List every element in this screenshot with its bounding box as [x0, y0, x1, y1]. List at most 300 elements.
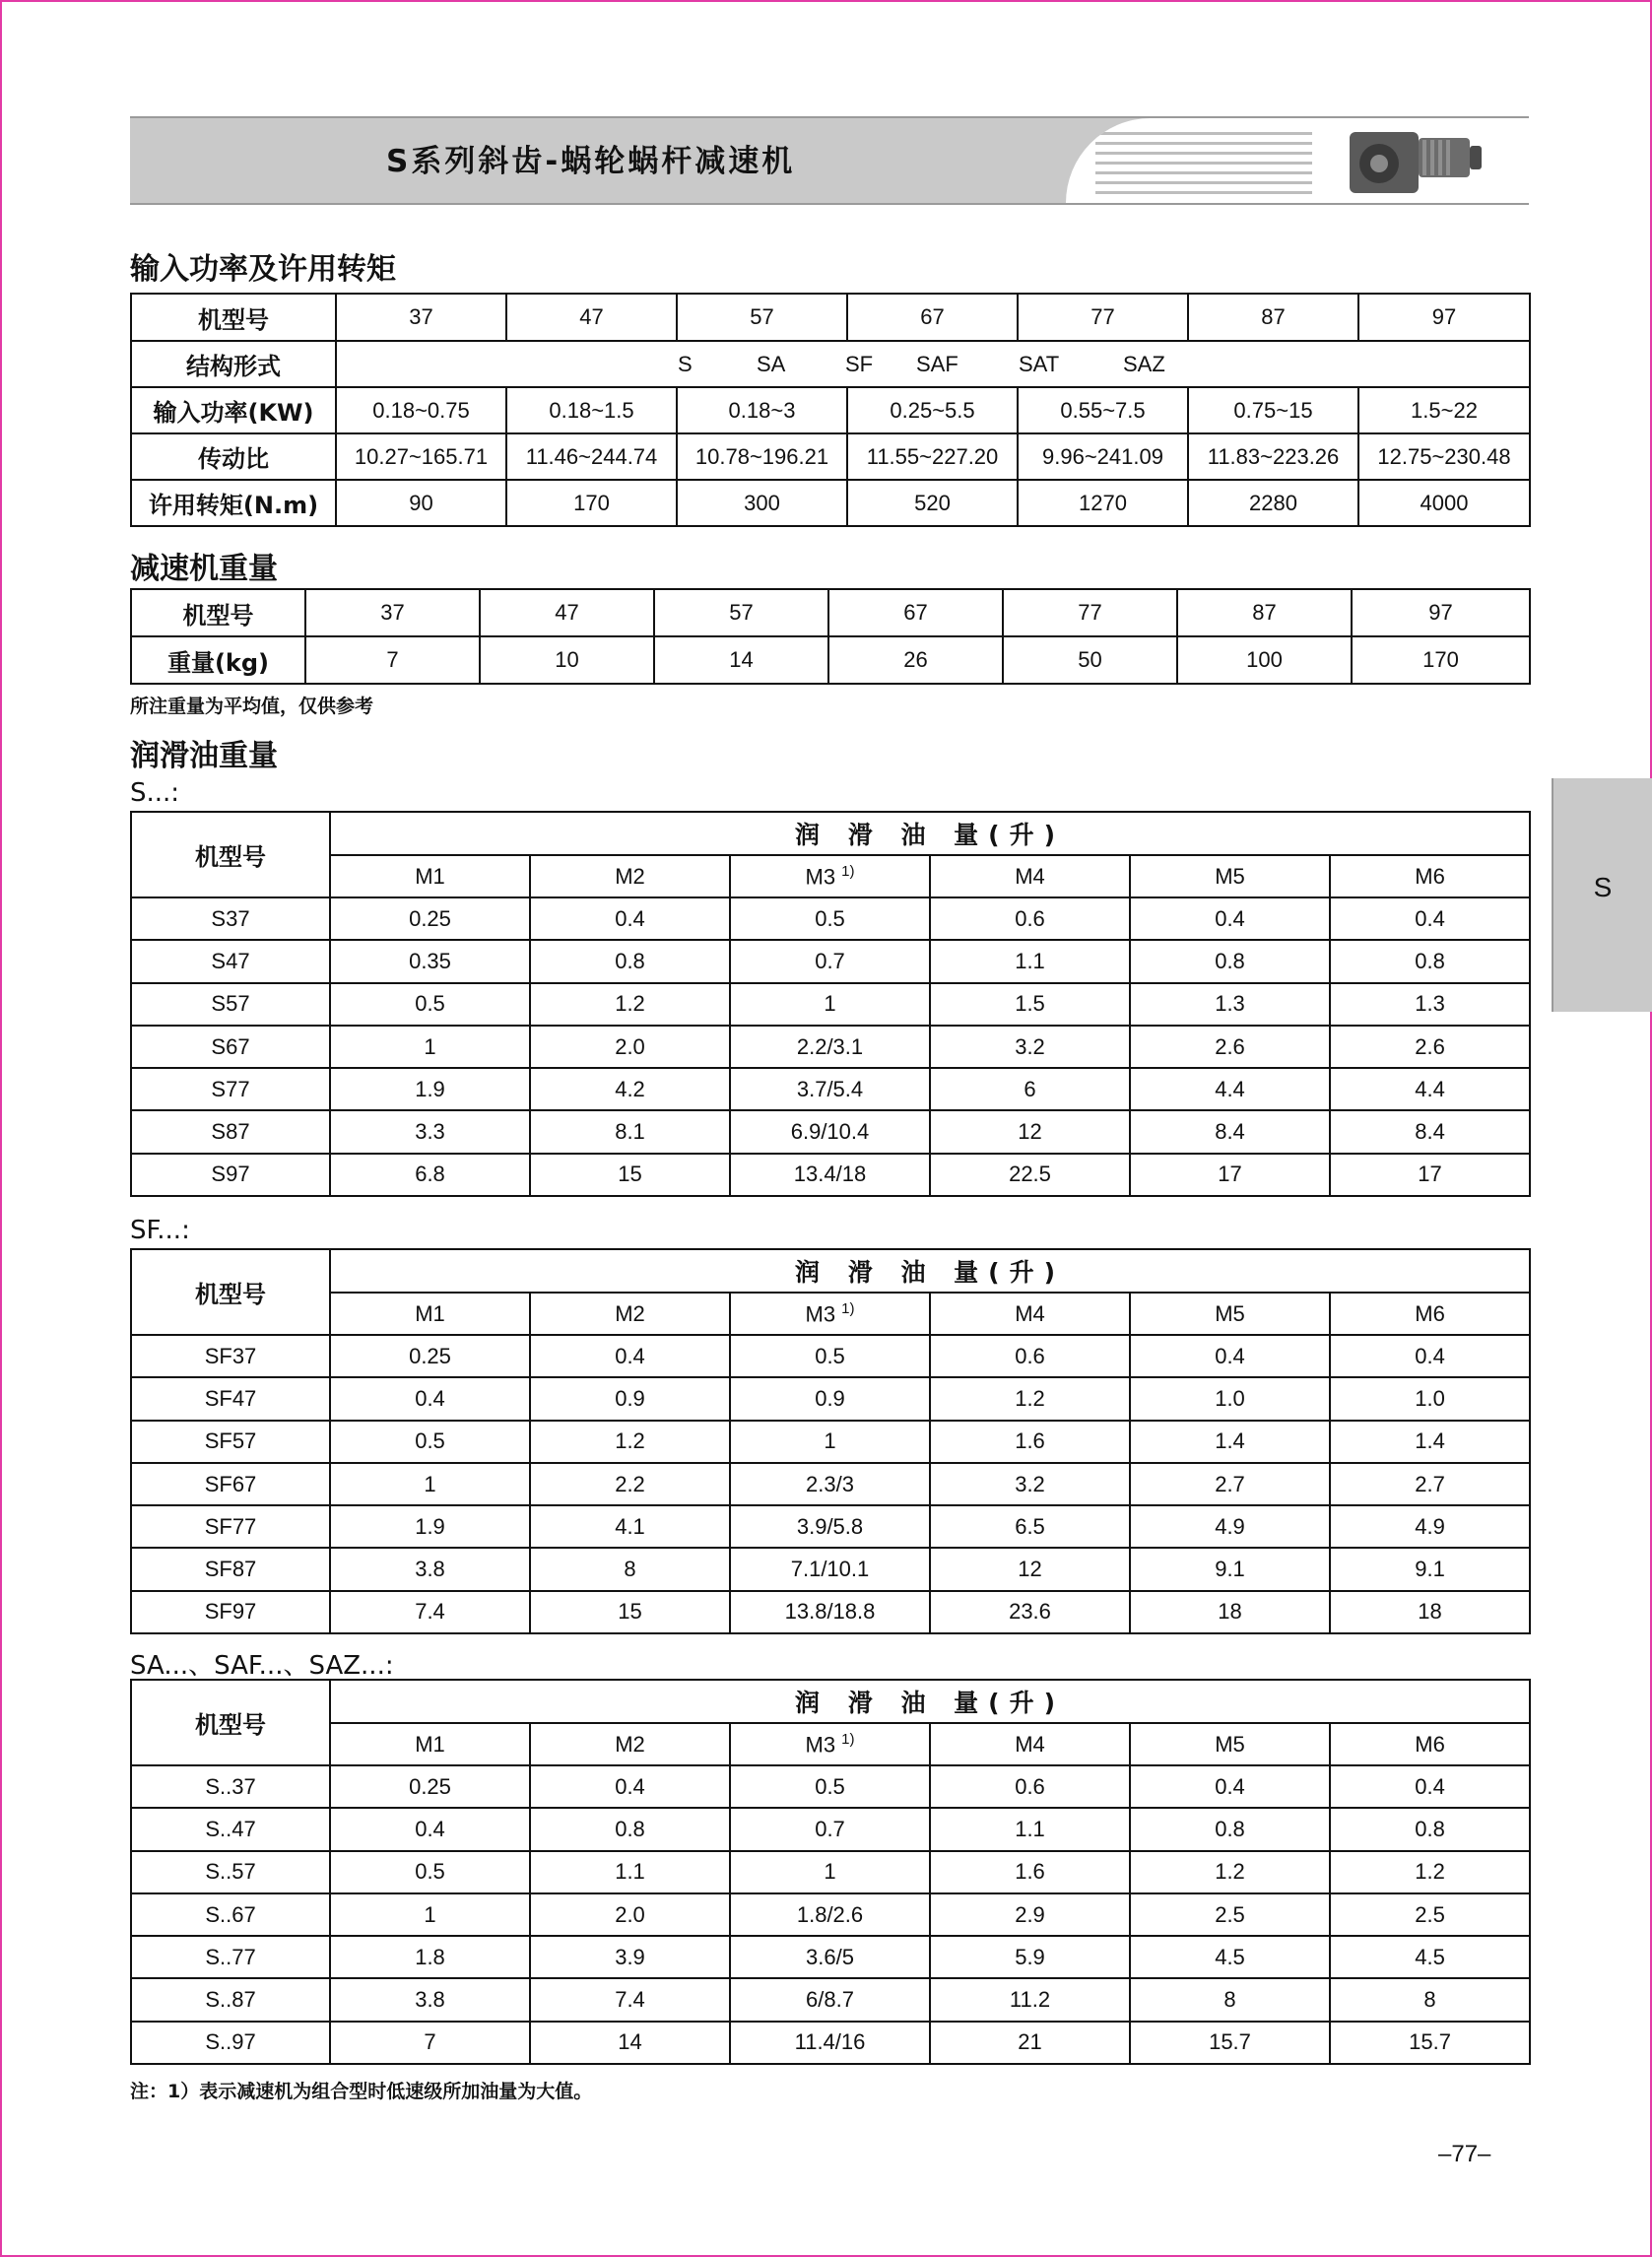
- table-row: [131, 1591, 1530, 1633]
- oil-value-cell: 0.5: [730, 1765, 930, 1808]
- weight-cell: 50: [1003, 636, 1177, 684]
- oil-value-cell: 0.5: [330, 1421, 530, 1463]
- oil-table-label: SA...、SAF...、SAZ...:: [130, 1651, 394, 1681]
- position-label: M1: [415, 863, 445, 889]
- power-section-title: 输入功率及许用转矩: [130, 252, 396, 287]
- table-row: [131, 1936, 1530, 1978]
- weight-cell: 7: [305, 636, 480, 684]
- oil-value-cell: 6.8: [330, 1154, 530, 1196]
- model-cell: 57: [654, 589, 828, 636]
- oil-value-cell: 0.25: [330, 897, 530, 940]
- model-cell: 97: [1352, 589, 1530, 636]
- oil-value-cell: 1: [330, 1463, 530, 1505]
- model-cell: S97: [131, 1154, 330, 1196]
- position-label: M6: [1415, 863, 1445, 889]
- oil-value-cell: 0.8: [1130, 1808, 1330, 1850]
- gear-motor-icon: [1342, 124, 1489, 199]
- oil-value-cell: 6: [930, 1068, 1130, 1110]
- model-header: 机型号: [131, 812, 330, 897]
- table-row: [131, 1026, 1530, 1068]
- model-cell: 87: [1188, 294, 1358, 341]
- oil-quantity-header: 润 滑 油 量(升): [330, 812, 1530, 855]
- oil-value-cell: 12: [930, 1110, 1130, 1153]
- oil-value-cell: 8.4: [1130, 1110, 1330, 1153]
- weight-table: [130, 588, 1531, 685]
- table-row: [131, 1154, 1530, 1196]
- oil-value-cell: 9.1: [1330, 1548, 1530, 1590]
- weight-section-title: 减速机重量: [130, 552, 278, 586]
- oil-value-cell: 1: [330, 1026, 530, 1068]
- oil-value-cell: 3.9: [530, 1936, 730, 1978]
- oil-value-cell: 15: [530, 1591, 730, 1633]
- oil-value-cell: 13.4/18: [730, 1154, 930, 1196]
- position-label: M2: [615, 863, 645, 889]
- oil-table: [130, 1679, 1531, 2065]
- oil-value-cell: 1.1: [930, 1808, 1130, 1850]
- weight-cell: 100: [1177, 636, 1352, 684]
- oil-value-cell: 1.5: [930, 983, 1130, 1026]
- oil-value-cell: 1.4: [1130, 1421, 1330, 1463]
- model-cell: SF47: [131, 1377, 330, 1420]
- row-label: 结构形式: [131, 341, 336, 387]
- row-label: 输入功率(KW): [131, 387, 336, 433]
- structure-form: SAF: [916, 351, 958, 376]
- oil-value-cell: 0.9: [530, 1377, 730, 1420]
- model-cell: 77: [1003, 589, 1177, 636]
- oil-value-cell: 17: [1130, 1154, 1330, 1196]
- oil-value-cell: 1.2: [530, 983, 730, 1026]
- oil-value-cell: 2.0: [530, 1893, 730, 1936]
- oil-value-cell: 0.8: [530, 1808, 730, 1850]
- header-decoration: [1066, 118, 1529, 203]
- oil-value-cell: 11.4/16: [730, 2022, 930, 2064]
- oil-value-cell: 1.0: [1130, 1377, 1330, 1420]
- table-row: [131, 1110, 1530, 1153]
- oil-value-cell: 0.4: [530, 1335, 730, 1377]
- footnote-mark: 1): [841, 1299, 855, 1317]
- power-row: [131, 387, 1530, 433]
- oil-value-cell: 1.8/2.6: [730, 1893, 930, 1936]
- torque-cell: 90: [336, 480, 506, 526]
- oil-value-cell: 1: [730, 983, 930, 1026]
- position-label: M6: [1415, 1731, 1445, 1757]
- model-cell: S47: [131, 940, 330, 982]
- side-tab-label: S: [1593, 872, 1613, 902]
- position-label: M1: [415, 1731, 445, 1757]
- oil-value-cell: 9.1: [1130, 1548, 1330, 1590]
- position-label: M1: [415, 1300, 445, 1326]
- model-cell: S57: [131, 983, 330, 1026]
- oil-value-cell: 0.7: [730, 1808, 930, 1850]
- oil-value-cell: 0.4: [1330, 1335, 1530, 1377]
- table-row: [131, 1068, 1530, 1110]
- oil-value-cell: 0.4: [530, 1765, 730, 1808]
- oil-value-cell: 0.25: [330, 1765, 530, 1808]
- oil-value-cell: 1.0: [1330, 1377, 1530, 1420]
- position-header: [730, 1293, 930, 1335]
- structure-form: SF: [845, 351, 874, 376]
- oil-value-cell: 2.5: [1330, 1893, 1530, 1936]
- model-cell: S..57: [131, 1851, 330, 1893]
- oil-value-cell: 7.4: [530, 1978, 730, 2021]
- position-header-row: [131, 1293, 1530, 1335]
- model-cell: S37: [131, 897, 330, 940]
- ratio-cell: 10.27~165.71: [336, 433, 506, 480]
- structure-form: S: [678, 351, 693, 376]
- oil-value-cell: 0.35: [330, 940, 530, 982]
- torque-row: [131, 480, 1530, 526]
- oil-value-cell: 0.7: [730, 940, 930, 982]
- oil-value-cell: 2.2/3.1: [730, 1026, 930, 1068]
- page-number: –77–: [1438, 2141, 1491, 2167]
- position-header: [730, 855, 930, 897]
- oil-value-cell: 0.4: [1330, 1765, 1530, 1808]
- oil-value-cell: 8: [1130, 1978, 1330, 2021]
- position-label: M3: [805, 864, 836, 890]
- model-cell: 47: [506, 294, 677, 341]
- oil-quantity-header: 润 滑 油 量(升): [330, 1680, 1530, 1723]
- model-cell: 37: [305, 589, 480, 636]
- model-cell: 97: [1358, 294, 1530, 341]
- ratio-cell: 10.78~196.21: [677, 433, 847, 480]
- model-cell: S..77: [131, 1936, 330, 1978]
- header-bar: [130, 116, 1529, 205]
- oil-value-cell: 8.1: [530, 1110, 730, 1153]
- oil-value-cell: 7.4: [330, 1591, 530, 1633]
- model-cell: 77: [1018, 294, 1188, 341]
- oil-value-cell: 0.8: [530, 940, 730, 982]
- ratio-cell: 11.55~227.20: [847, 433, 1018, 480]
- oil-value-cell: 0.8: [1330, 1808, 1530, 1850]
- oil-value-cell: 2.0: [530, 1026, 730, 1068]
- position-label: M5: [1215, 1300, 1245, 1326]
- model-row: [131, 294, 1530, 341]
- page-title: S系列斜齿-蜗轮蜗杆减速机: [386, 144, 796, 179]
- power-torque-table: [130, 293, 1531, 527]
- model-cell: S..37: [131, 1765, 330, 1808]
- structure-row: [131, 341, 1530, 387]
- model-cell: S..67: [131, 1893, 330, 1936]
- oil-value-cell: 1.2: [1330, 1851, 1530, 1893]
- oil-value-cell: 0.4: [330, 1377, 530, 1420]
- ratio-cell: 9.96~241.09: [1018, 433, 1188, 480]
- oil-value-cell: 14: [530, 2022, 730, 2064]
- model-header: 机型号: [131, 1249, 330, 1335]
- oil-value-cell: 2.7: [1130, 1463, 1330, 1505]
- torque-cell: 520: [847, 480, 1018, 526]
- weight-note: 所注重量为平均值，仅供参考: [130, 696, 374, 717]
- table-row: [131, 1851, 1530, 1893]
- oil-value-cell: 1.4: [1330, 1421, 1530, 1463]
- position-header: [1130, 1293, 1330, 1335]
- oil-value-cell: 8: [530, 1548, 730, 1590]
- oil-value-cell: 1: [730, 1421, 930, 1463]
- oil-value-cell: 3.7/5.4: [730, 1068, 930, 1110]
- footnote-mark: 1): [841, 862, 855, 880]
- table-row: [131, 1505, 1530, 1548]
- oil-value-cell: 7.1/10.1: [730, 1548, 930, 1590]
- oil-value-cell: 0.4: [1330, 897, 1530, 940]
- oil-header-row: [131, 812, 1530, 855]
- table-row: [131, 1463, 1530, 1505]
- oil-value-cell: 1.9: [330, 1068, 530, 1110]
- oil-value-cell: 1.1: [530, 1851, 730, 1893]
- ratio-cell: 11.83~223.26: [1188, 433, 1358, 480]
- table-row: [131, 1808, 1530, 1850]
- oil-value-cell: 0.5: [330, 983, 530, 1026]
- oil-value-cell: 1.2: [530, 1421, 730, 1463]
- oil-header-row: [131, 1249, 1530, 1293]
- oil-value-cell: 6/8.7: [730, 1978, 930, 2021]
- oil-value-cell: 3.6/5: [730, 1936, 930, 1978]
- oil-value-cell: 1: [330, 1893, 530, 1936]
- table-row: [131, 983, 1530, 1026]
- table-row: [131, 1377, 1530, 1420]
- position-header: [930, 855, 1130, 897]
- position-header: [330, 1723, 530, 1765]
- model-cell: SF67: [131, 1463, 330, 1505]
- model-cell: 67: [847, 294, 1018, 341]
- model-cell: SF77: [131, 1505, 330, 1548]
- table-row: [131, 1765, 1530, 1808]
- table-row: [131, 1335, 1530, 1377]
- weight-cell: 26: [828, 636, 1003, 684]
- oil-value-cell: 3.2: [930, 1463, 1130, 1505]
- oil-value-cell: 4.9: [1130, 1505, 1330, 1548]
- weight-cell: 10: [480, 636, 654, 684]
- position-header: [1330, 1293, 1530, 1335]
- model-header: 机型号: [131, 1680, 330, 1765]
- oil-value-cell: 0.4: [330, 1808, 530, 1850]
- row-label: 传动比: [131, 433, 336, 480]
- model-cell: 87: [1177, 589, 1352, 636]
- oil-value-cell: 3.8: [330, 1548, 530, 1590]
- oil-value-cell: 3.8: [330, 1978, 530, 2021]
- position-header-row: [131, 1723, 1530, 1765]
- model-cell: SF37: [131, 1335, 330, 1377]
- torque-cell: 300: [677, 480, 847, 526]
- torque-cell: 170: [506, 480, 677, 526]
- power-cell: 0.55~7.5: [1018, 387, 1188, 433]
- oil-value-cell: 0.25: [330, 1335, 530, 1377]
- oil-value-cell: 4.4: [1330, 1068, 1530, 1110]
- table-row: [131, 1893, 1530, 1936]
- oil-value-cell: 7: [330, 2022, 530, 2064]
- power-cell: 0.18~3: [677, 387, 847, 433]
- table-row: [131, 2022, 1530, 2064]
- oil-table: [130, 811, 1531, 1197]
- model-cell: S87: [131, 1110, 330, 1153]
- oil-value-cell: 1.1: [930, 940, 1130, 982]
- torque-cell: 1270: [1018, 480, 1188, 526]
- oil-value-cell: 3.3: [330, 1110, 530, 1153]
- oil-value-cell: 1.2: [1130, 1851, 1330, 1893]
- oil-value-cell: 4.2: [530, 1068, 730, 1110]
- power-cell: 0.18~0.75: [336, 387, 506, 433]
- position-header: [730, 1723, 930, 1765]
- model-cell: S77: [131, 1068, 330, 1110]
- position-label: M6: [1415, 1300, 1445, 1326]
- oil-value-cell: 2.6: [1130, 1026, 1330, 1068]
- oil-value-cell: 2.3/3: [730, 1463, 930, 1505]
- oil-value-cell: 15.7: [1130, 2022, 1330, 2064]
- oil-value-cell: 4.4: [1130, 1068, 1330, 1110]
- position-header: [930, 1723, 1130, 1765]
- position-label: M3: [805, 1732, 836, 1758]
- oil-value-cell: 0.8: [1330, 940, 1530, 982]
- power-cell: 0.75~15: [1188, 387, 1358, 433]
- oil-value-cell: 1.9: [330, 1505, 530, 1548]
- model-cell: 67: [828, 589, 1003, 636]
- model-cell: SF57: [131, 1421, 330, 1463]
- oil-value-cell: 3.2: [930, 1026, 1130, 1068]
- table-row: [131, 1548, 1530, 1590]
- model-cell: S..87: [131, 1978, 330, 2021]
- oil-quantity-header: 润 滑 油 量(升): [330, 1249, 1530, 1293]
- oil-value-cell: 22.5: [930, 1154, 1130, 1196]
- position-label: M2: [615, 1300, 645, 1326]
- position-header: [330, 855, 530, 897]
- position-header: [530, 855, 730, 897]
- ratio-cell: 11.46~244.74: [506, 433, 677, 480]
- oil-value-cell: 1.3: [1130, 983, 1330, 1026]
- oil-value-cell: 0.6: [930, 897, 1130, 940]
- oil-value-cell: 2.2: [530, 1463, 730, 1505]
- oil-value-cell: 17: [1330, 1154, 1530, 1196]
- model-cell: SF87: [131, 1548, 330, 1590]
- structure-form: SA: [757, 351, 786, 376]
- ratio-cell: 12.75~230.48: [1358, 433, 1530, 480]
- row-label: 机型号: [131, 294, 336, 341]
- oil-value-cell: 0.4: [1130, 1335, 1330, 1377]
- position-header: [330, 1293, 530, 1335]
- oil-value-cell: 1.6: [930, 1421, 1130, 1463]
- position-label: M4: [1015, 863, 1045, 889]
- row-label: 机型号: [131, 589, 305, 636]
- table-row: [131, 897, 1530, 940]
- oil-value-cell: 0.4: [1130, 1765, 1330, 1808]
- side-tab: [1552, 778, 1652, 1012]
- model-cell: 57: [677, 294, 847, 341]
- weight-cell: 170: [1352, 636, 1530, 684]
- oil-value-cell: 2.7: [1330, 1463, 1530, 1505]
- oil-value-cell: 0.4: [530, 897, 730, 940]
- position-header: [1130, 1723, 1330, 1765]
- power-cell: 0.18~1.5: [506, 387, 677, 433]
- oil-value-cell: 1.6: [930, 1851, 1130, 1893]
- oil-header-row: [131, 1680, 1530, 1723]
- model-cell: 37: [336, 294, 506, 341]
- oil-value-cell: 2.9: [930, 1893, 1130, 1936]
- oil-value-cell: 15.7: [1330, 2022, 1530, 2064]
- structure-forms-cell: [336, 341, 1530, 387]
- position-header: [530, 1723, 730, 1765]
- oil-value-cell: 18: [1130, 1591, 1330, 1633]
- position-header-row: [131, 855, 1530, 897]
- oil-value-cell: 1.8: [330, 1936, 530, 1978]
- footnote-mark: 1): [841, 1730, 855, 1748]
- oil-value-cell: 4.9: [1330, 1505, 1530, 1548]
- row-label: 重量(kg): [131, 636, 305, 684]
- oil-value-cell: 21: [930, 2022, 1130, 2064]
- oil-value-cell: 1.2: [930, 1377, 1130, 1420]
- oil-value-cell: 0.5: [730, 897, 930, 940]
- structure-form: SAT: [1019, 351, 1060, 376]
- oil-value-cell: 0.9: [730, 1377, 930, 1420]
- row-label: 许用转矩(N.m): [131, 480, 336, 526]
- oil-value-cell: 6.5: [930, 1505, 1130, 1548]
- position-label: M4: [1015, 1731, 1045, 1757]
- model-cell: SF97: [131, 1591, 330, 1633]
- oil-value-cell: 0.6: [930, 1765, 1130, 1808]
- torque-cell: 4000: [1358, 480, 1530, 526]
- oil-table-label: S...:: [130, 778, 180, 808]
- oil-value-cell: 2.5: [1130, 1893, 1330, 1936]
- position-header: [1330, 1723, 1530, 1765]
- oil-value-cell: 3.9/5.8: [730, 1505, 930, 1548]
- oil-value-cell: 0.8: [1130, 940, 1330, 982]
- oil-value-cell: 12: [930, 1548, 1130, 1590]
- model-cell: S..47: [131, 1808, 330, 1850]
- position-label: M3: [805, 1301, 836, 1327]
- oil-value-cell: 0.5: [730, 1335, 930, 1377]
- weight-cell: 14: [654, 636, 828, 684]
- oil-value-cell: 18: [1330, 1591, 1530, 1633]
- position-label: M4: [1015, 1300, 1045, 1326]
- weight-row: [131, 636, 1530, 684]
- oil-value-cell: 4.5: [1330, 1936, 1530, 1978]
- oil-value-cell: 23.6: [930, 1591, 1130, 1633]
- footnote: 注：1）表示减速机为组合型时低速级所加油量为大值。: [130, 2081, 593, 2102]
- oil-value-cell: 13.8/18.8: [730, 1591, 930, 1633]
- oil-value-cell: 0.4: [1130, 897, 1330, 940]
- oil-value-cell: 1: [730, 1851, 930, 1893]
- oil-value-cell: 0.6: [930, 1335, 1130, 1377]
- table-row: [131, 940, 1530, 982]
- oil-section-title: 润滑油重量: [130, 739, 278, 773]
- oil-value-cell: 1.3: [1330, 983, 1530, 1026]
- structure-form: SAZ: [1123, 351, 1165, 376]
- oil-value-cell: 0.5: [330, 1851, 530, 1893]
- weight-model-row: [131, 589, 1530, 636]
- oil-table-label: SF...:: [130, 1216, 190, 1245]
- table-row: [131, 1978, 1530, 2021]
- oil-value-cell: 6.9/10.4: [730, 1110, 930, 1153]
- power-cell: 1.5~22: [1358, 387, 1530, 433]
- position-header: [1130, 855, 1330, 897]
- position-label: M2: [615, 1731, 645, 1757]
- oil-value-cell: 4.5: [1130, 1936, 1330, 1978]
- torque-cell: 2280: [1188, 480, 1358, 526]
- power-cell: 0.25~5.5: [847, 387, 1018, 433]
- position-header: [530, 1293, 730, 1335]
- oil-table: [130, 1248, 1531, 1634]
- position-header: [1330, 855, 1530, 897]
- oil-value-cell: 4.1: [530, 1505, 730, 1548]
- table-row: [131, 1421, 1530, 1463]
- oil-value-cell: 11.2: [930, 1978, 1130, 2021]
- oil-value-cell: 2.6: [1330, 1026, 1530, 1068]
- model-cell: 47: [480, 589, 654, 636]
- oil-value-cell: 15: [530, 1154, 730, 1196]
- oil-value-cell: 8.4: [1330, 1110, 1530, 1153]
- oil-value-cell: 8: [1330, 1978, 1530, 2021]
- ratio-row: [131, 433, 1530, 480]
- position-header: [930, 1293, 1130, 1335]
- model-cell: S67: [131, 1026, 330, 1068]
- oil-value-cell: 5.9: [930, 1936, 1130, 1978]
- position-label: M5: [1215, 863, 1245, 889]
